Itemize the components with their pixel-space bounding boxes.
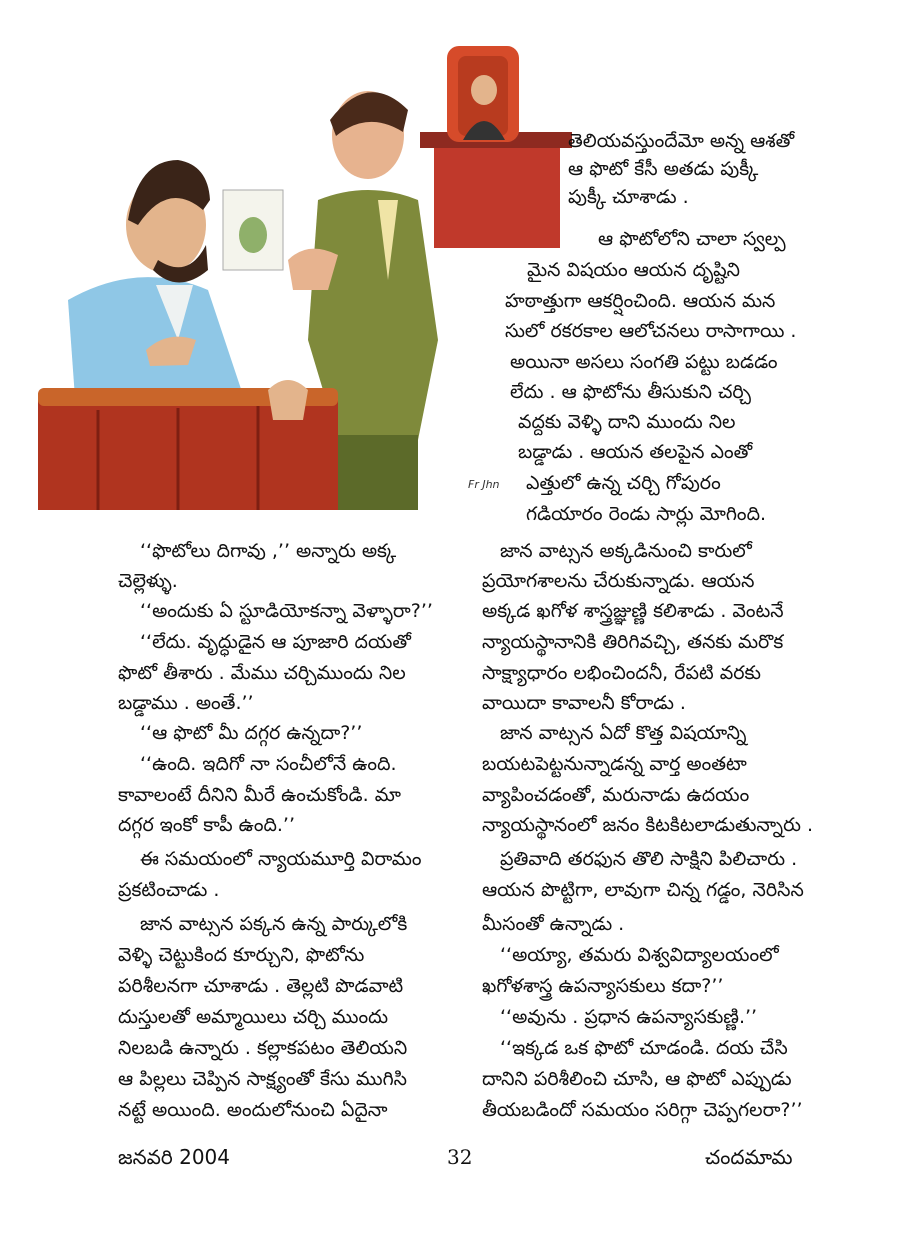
text-line: దుస్తులతో అమ్మాయిలు చర్చి ముందు xyxy=(118,1006,389,1028)
text-line: ఫొటో తీశారు . మేము చర్చిముందు నిల xyxy=(118,662,406,684)
text-line: తెలియవస్తుందేమో అన్న ఆశతో xyxy=(568,130,795,152)
text-line: వెళ్ళి చెట్టుకింద కూర్చుని, ఫొటోను xyxy=(118,944,365,966)
text-line: జాన వాట్సన ఏదో కొత్త విషయాన్ని xyxy=(500,722,747,744)
text-line: జాన వాట్సన అక్కడినుంచి కారులో xyxy=(500,540,752,562)
text-line: ఖగోళశాస్త్ర ఉపన్యాసకులు కదా?’’ xyxy=(482,975,724,997)
footer-magazine-name: చందమామ xyxy=(705,1145,793,1169)
text-line: ‘‘ఉంది. ఇదిగో నా సంచీలోనే ఉంది. xyxy=(140,753,397,775)
text-line: అక్కడ ఖగోళ శాస్త్రజ్ఞుణ్ణి కలిశాడు . వెంటనే xyxy=(482,600,784,622)
text-line: హఠాత్తుగా ఆకర్షించింది. ఆయన మన xyxy=(505,290,776,312)
text-line: తీయబడిందో సమయం సరిగ్గా చెప్పగలరా?’’ xyxy=(482,1099,803,1121)
text-line: ‘‘ఆ ఫొటో మీ దగ్గర ఉన్నదా?’’ xyxy=(140,722,363,744)
text-line: వాయిదా కావాలనీ కోరాడు . xyxy=(482,692,686,714)
text-line: ‘‘అవును . ప్రధాన ఉపన్యాసకుణ్ణి.’’ xyxy=(500,1006,758,1028)
text-line: బయటపెట్టనున్నాడన్న వార్త అంతటా xyxy=(482,753,747,775)
text-line: ‘‘ఫొటోలు దిగావు ,’’ అన్నారు అక్క xyxy=(140,540,397,562)
page-number: 32 xyxy=(447,1145,473,1169)
text-line: నిలబడి ఉన్నారు . కల్లాకపటం తెలియని xyxy=(118,1037,408,1059)
text-line: ఆ పిల్లలు చెప్పిన సాక్ష్యంతో కేసు ముగిసి xyxy=(118,1068,407,1090)
text-line: పరిశీలనగా చూశాడు . తెల్లటి పొడవాటి xyxy=(118,975,404,997)
text-line: చెల్లెళ్ళు. xyxy=(118,570,178,592)
text-line: సాక్ష్యాధారం లభించిందనీ, రేపటి వరకు xyxy=(482,662,761,684)
text-line: న్యాయస్థానానికి తిరిగివచ్చి, తనకు మరొక xyxy=(482,631,784,653)
text-line: న్యాయస్థానంలో జనం కిటకిటలాడుతున్నారు . xyxy=(482,814,814,836)
text-line: లేదు . ఆ ఫొటోను తీసుకుని చర్చి xyxy=(510,381,752,403)
text-line: వ్యాపించడంతో, మరునాడు ఉదయం xyxy=(482,784,750,806)
text-line: గడియారం రెండు సార్లు మోగింది. xyxy=(526,503,767,525)
text-line: ప్రతివాది తరఫున తొలి సాక్షిని పిలిచారు . xyxy=(500,848,798,870)
text-line: నట్టే అయింది. అందులోనుంచి ఏదైనా xyxy=(118,1099,388,1121)
text-line: మైన విషయం ఆయన దృష్టిని xyxy=(527,259,741,281)
text-line: ఈ సమయంలో న్యాయమూర్తి విరామం xyxy=(140,848,422,870)
courtroom-illustration xyxy=(38,40,608,510)
text-line: వద్దకు వెళ్ళి దాని ముందు నిల xyxy=(518,411,736,433)
text-line: ‘‘అయ్యా, తమరు విశ్వవిద్యాలయంలో xyxy=(500,944,779,966)
text-line: బడ్డాడు . ఆయన తలపైన ఎంతో xyxy=(518,441,753,463)
text-line: ఎత్తులో ఉన్న చర్చి గోపురం xyxy=(526,472,721,494)
text-line: కావాలంటే దీనిని మీరే ఉంచుకోండి. మా xyxy=(118,784,401,806)
text-line: బడ్డాము . అంతే.’’ xyxy=(118,692,254,714)
footer-date: జనవరి 2004 xyxy=(118,1145,230,1169)
text-line: ‘‘ఇక్కడ ఒక ఫొటో చూడండి. దయ చేసి xyxy=(500,1037,788,1059)
text-line: దగ్గర ఇంకో కాపీ ఉంది.’’ xyxy=(118,814,295,836)
text-line: అయినా అసలు సంగతి పట్టు బడడం xyxy=(510,351,778,373)
text-line: సులో రకరకాల ఆలోచనలు రాసాగాయి . xyxy=(505,320,797,342)
text-line: ‘‘లేదు. వృద్ధుడైన ఆ పూజారి దయతో xyxy=(140,631,411,653)
text-line: ప్రకటించాడు . xyxy=(118,879,220,901)
text-line: ఆ ఫొటో కేసీ అతడు పుక్కీ xyxy=(568,158,759,180)
illustration-signature: Fr Jhn xyxy=(468,478,500,491)
text-line: జాన వాట్సన పక్కన ఉన్న పార్కులోకి xyxy=(140,913,408,935)
text-line: ఆయన పొట్టిగా, లావుగా చిన్న గడ్డం, నెరిసిన xyxy=(482,879,804,901)
text-line: మీసంతో ఉన్నాడు . xyxy=(482,913,625,935)
text-line: ప్రయోగశాలను చేరుకున్నాడు. ఆయన xyxy=(482,570,755,592)
text-line: పుక్కీ చూశాడు . xyxy=(568,186,689,208)
text-line: దానిని పరిశీలించి చూసి, ఆ ఫొటో ఎప్పుడు xyxy=(482,1068,792,1090)
text-line: ‘‘అందుకు ఏ స్టూడియోకన్నా వెళ్ళారా?’’ xyxy=(140,600,433,622)
text-line: ఆ ఫొటోలోని చాలా స్వల్ప xyxy=(598,228,786,250)
